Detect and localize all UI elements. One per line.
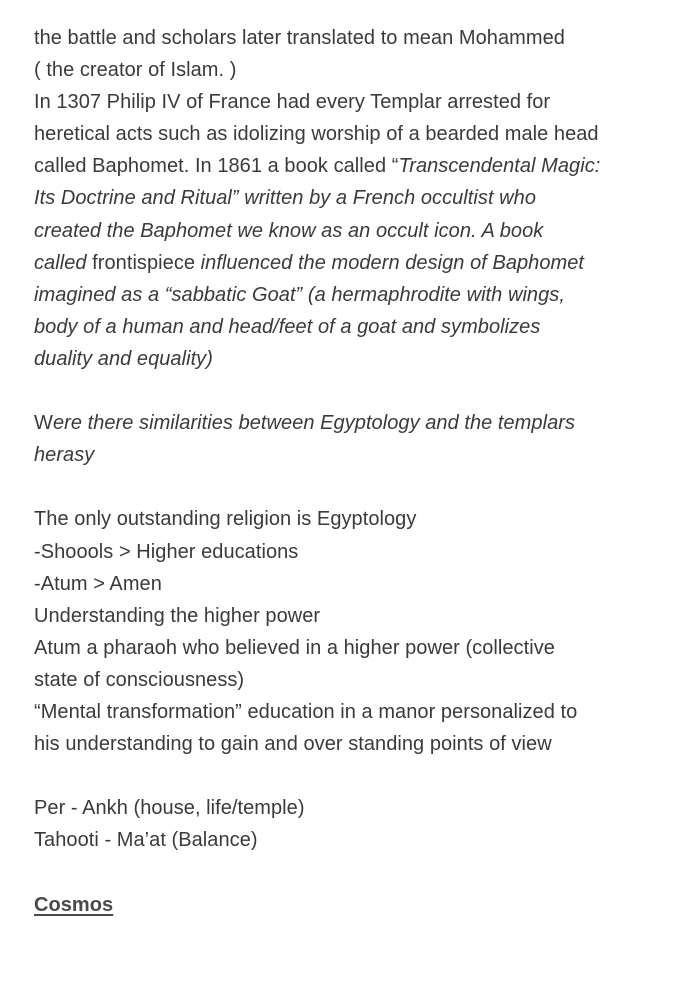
text-run: W — [34, 412, 53, 435]
text-line: Understanding the higher power — [34, 604, 321, 627]
italic-text-run: Transcendental Magic: — [398, 155, 601, 178]
text-line: the battle and scholars later translated to mean Mohammed — [34, 27, 565, 49]
blank-line — [34, 375, 674, 407]
italic-text-line: herasy — [34, 444, 95, 467]
text-line: state of consciousness) — [34, 668, 245, 691]
text-line: Tahooti - Ma’at (Balance) — [34, 829, 258, 852]
note-body — [34, 22, 674, 921]
text-line: The only outstanding religion is Egyptology — [34, 508, 417, 531]
blank-line — [34, 760, 674, 792]
heading-line — [34, 889, 674, 921]
text-run: called Baphomet. In 1861 a book called “ — [34, 155, 399, 178]
text-line — [34, 150, 674, 182]
text-line — [34, 247, 674, 279]
text-line: Atum a pharaoh who believed in a higher power (collective — [34, 636, 555, 659]
text-line: “Mental transformation” education in a manor personalized to — [34, 700, 578, 723]
italic-text-line: body of a human and head/feet of a goat and symbolizes — [34, 315, 541, 338]
italic-text-line: imagined as a “sabbatic Goat” (a hermaphrodite with wings, — [34, 283, 565, 306]
italic-text-line: duality and equality) — [34, 347, 213, 370]
text-line: ( the creator of Islam. ) — [34, 59, 237, 82]
text-line: heretical acts such as idolizing worship of a bearded male head — [34, 123, 599, 146]
text-line: -Shoools > Higher educations — [34, 540, 299, 563]
italic-text-run: ere there similarities between Egyptology and the templars — [52, 412, 575, 435]
text-line: In 1307 Philip IV of France had every Templar arrested for — [34, 91, 551, 114]
italic-text-line: created the Baphomet we know as an occult icon. A book — [34, 219, 544, 242]
text-line: Per - Ankh (house, life/temple) — [34, 797, 305, 820]
blank-line — [34, 471, 674, 503]
italic-text-run: influenced the modern design of Baphomet — [200, 251, 585, 274]
blank-line — [34, 856, 674, 888]
text-line: -Atum > Amen — [34, 572, 162, 595]
italic-text-line: Its Doctrine and Ritual” written by a French occultist who — [34, 187, 536, 210]
italic-text-run: called — [34, 251, 87, 274]
section-heading: Cosmos — [34, 893, 114, 916]
text-run: frontispiece — [86, 251, 201, 274]
text-line — [34, 407, 674, 439]
text-line: his understanding to gain and over standing points of view — [34, 733, 552, 756]
